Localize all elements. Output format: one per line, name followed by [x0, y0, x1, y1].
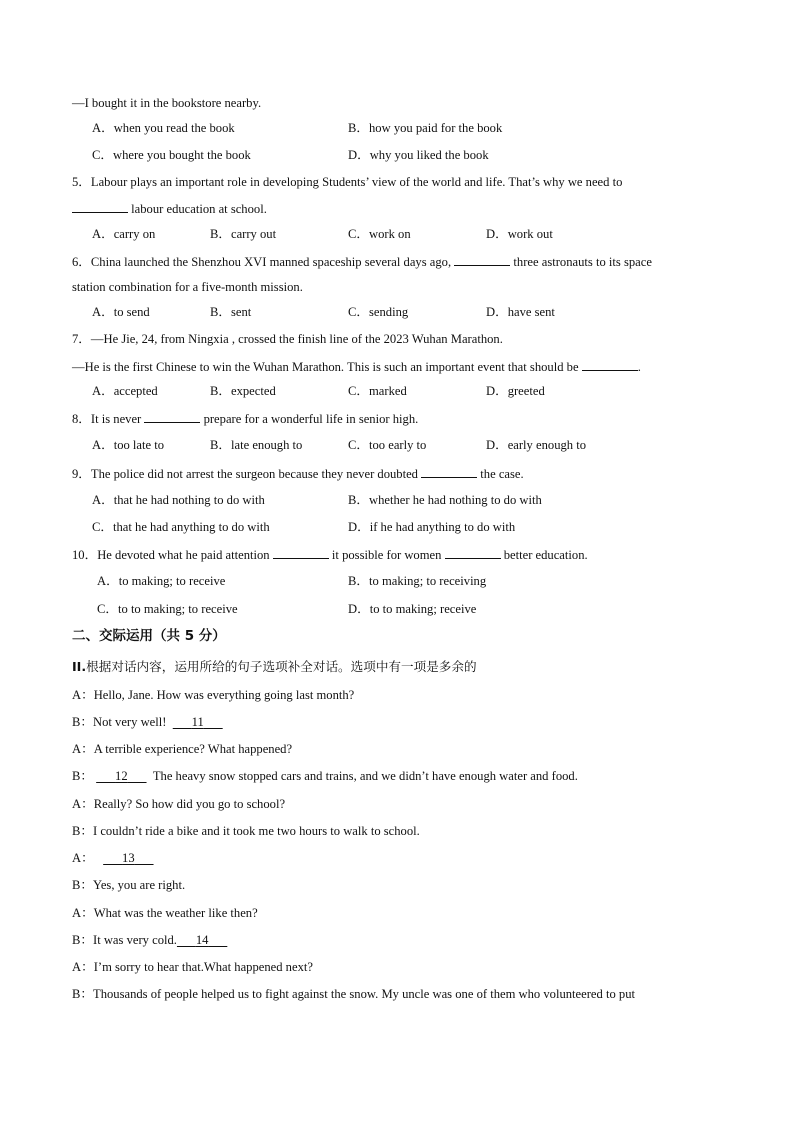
q9-option-b[interactable]: B．whether he had nothing to do with: [348, 493, 542, 507]
q4-option-d[interactable]: D．why you liked the book: [348, 148, 489, 162]
answer-line: —I bought it in the bookstore nearby.: [72, 96, 262, 110]
blank-11[interactable]: 11: [191, 715, 204, 729]
q4-option-a[interactable]: A．when you read the book: [92, 121, 235, 135]
dialogue-text: I couldn’t ride a bike and it took me two hours to walk to school.: [93, 824, 420, 838]
dialogue-line: [72, 741, 292, 757]
q5-stem-cont: [72, 200, 267, 217]
q9-blank[interactable]: [421, 465, 477, 478]
blank-14[interactable]: 14: [195, 933, 209, 947]
speaker-label: A：: [72, 960, 94, 974]
dialogue-line: [72, 687, 354, 703]
q10-stem-mid: it possible for women: [331, 548, 442, 562]
q5-stem-tail: labour education at school.: [131, 202, 267, 216]
dialogue-line: [72, 905, 258, 921]
dialogue-line: [72, 796, 285, 812]
section-instructions: [72, 659, 477, 675]
blank-12[interactable]: 12: [115, 769, 128, 783]
q7-option-d[interactable]: D．greeted: [486, 384, 545, 398]
q10-option-b[interactable]: B．to making; to receiving: [348, 574, 487, 588]
dialogue-text: A terrible experience? What happened?: [93, 742, 293, 756]
q4-option-c[interactable]: C．where you bought the book: [92, 148, 251, 162]
q8-stem: [72, 410, 418, 427]
q8-stem-head: 8．It is never: [72, 412, 142, 426]
q10-blank-2[interactable]: [445, 546, 501, 559]
q10-stem-head: 10．He devoted what he paid attention: [72, 548, 270, 562]
q9-option-d[interactable]: D．if he had anything to do with: [348, 520, 516, 534]
q7-stem: 7．—He Jie, 24, from Ningxia , crossed the finish line of the 2023 Wuhan Marathon.: [72, 332, 503, 346]
q7-option-b[interactable]: B．expected: [210, 384, 276, 398]
q5-option-b[interactable]: B．carry out: [210, 227, 277, 241]
dialogue-text: Really? So how did you go to school?: [93, 797, 286, 811]
instruction-text: 根据对话内容，运用所给的句子选项补全对话。选项中有一项是多余的: [86, 659, 477, 674]
q9-stem-head: 9．The police did not arrest the surgeon because they never doubted: [72, 467, 418, 481]
q6-blank[interactable]: [454, 253, 510, 266]
q6-stem-tail: three astronauts to its space: [513, 255, 652, 269]
q8-option-a[interactable]: A．too late to: [92, 438, 165, 452]
q10-option-a[interactable]: A．to making; to receive: [97, 574, 226, 588]
dialogue-line: [72, 959, 313, 975]
dialogue-line: [72, 768, 578, 784]
speaker-label: B：: [72, 987, 93, 1001]
q5-option-d[interactable]: D．work out: [486, 227, 553, 241]
speaker-label: A：: [72, 906, 94, 920]
q9-option-a[interactable]: A．that he had nothing to do with: [92, 493, 265, 507]
speaker-label: A：: [72, 797, 94, 811]
q6-option-d[interactable]: D．have sent: [486, 305, 555, 319]
q5-stem: 5．Labour plays an important role in developing Students’ view of the world and life. That’s why we need to: [72, 175, 623, 189]
q8-blank[interactable]: [144, 410, 200, 423]
q4-option-b[interactable]: B．how you paid for the book: [348, 121, 503, 135]
q5-option-c[interactable]: C．work on: [348, 227, 411, 241]
q7-option-c[interactable]: C．marked: [348, 384, 407, 398]
blank-13[interactable]: 13: [122, 851, 135, 865]
q10-option-d[interactable]: D．to to making; receive: [348, 602, 477, 616]
speaker-label: A：: [72, 688, 94, 702]
q7-stem-text: —He is the first Chinese to win the Wuhan Marathon. This is such an important event that should be: [72, 360, 579, 374]
dialogue-text: Not very well!: [93, 715, 167, 729]
speaker-label: A：: [72, 742, 94, 756]
q5-blank[interactable]: [72, 200, 128, 213]
section-title: 二、交际运用（共 5 分）: [72, 628, 226, 644]
q6-option-b[interactable]: B．sent: [210, 305, 252, 319]
speaker-label: B：: [72, 933, 93, 947]
q7-blank[interactable]: [582, 358, 638, 371]
dialogue-line: [72, 714, 223, 730]
q10-stem: [72, 546, 588, 563]
dialogue-line: [72, 986, 635, 1002]
q8-stem-tail: prepare for a wonderful life in senior high.: [203, 412, 419, 426]
speaker-label: B：: [72, 715, 93, 729]
q9-option-c[interactable]: C．that he had anything to do with: [92, 520, 270, 534]
dialogue-line: [72, 823, 420, 839]
q8-option-c[interactable]: C．too early to: [348, 438, 427, 452]
q5-option-a[interactable]: A．carry on: [92, 227, 156, 241]
q6-stem-head: 6．China launched the Shenzhou XVI manned spaceship several days ago,: [72, 255, 452, 269]
speaker-label: A：: [72, 851, 94, 865]
dialogue-line: [72, 932, 227, 948]
dialogue-text: I’m sorry to hear that.What happened next?: [93, 960, 313, 974]
q7-option-a[interactable]: A．accepted: [92, 384, 158, 398]
speaker-label: B：: [72, 769, 93, 783]
speaker-label: B：: [72, 878, 93, 892]
dialogue-text: Hello, Jane. How was everything going last month?: [93, 688, 355, 702]
q6-option-c[interactable]: C．sending: [348, 305, 409, 319]
q9-stem-tail: the case.: [480, 467, 524, 481]
dialogue-text: It was very cold.: [93, 933, 177, 947]
dialogue-text: What was the weather like then?: [93, 906, 258, 920]
dialogue-text: The heavy snow stopped cars and trains, and we didn’t have enough water and food.: [152, 769, 578, 783]
dialogue-line: [72, 877, 185, 893]
q7-stem-cont: —He is the first Chinese to win the Wuhan Marathon. This is such an important event that should be .: [72, 360, 641, 374]
q6-stem-cont: station combination for a five-month mission.: [72, 280, 303, 294]
q9-stem: [72, 465, 524, 482]
q6-stem: [72, 253, 652, 270]
section-number: II.: [72, 659, 87, 674]
q10-stem-tail: better education.: [503, 548, 588, 562]
q10-blank-1[interactable]: [273, 546, 329, 559]
q10-option-c[interactable]: C．to to making; to receive: [97, 602, 238, 616]
q8-option-b[interactable]: B．late enough to: [210, 438, 303, 452]
q6-option-a[interactable]: A．to send: [92, 305, 150, 319]
q8-option-d[interactable]: D．early enough to: [486, 438, 587, 452]
dialogue-text: Thousands of people helped us to fight against the snow. My uncle was one of them who volunteered to put: [93, 987, 636, 1001]
dialogue-line: [72, 850, 154, 866]
dialogue-text: Yes, you are right.: [93, 878, 186, 892]
speaker-label: B：: [72, 824, 93, 838]
